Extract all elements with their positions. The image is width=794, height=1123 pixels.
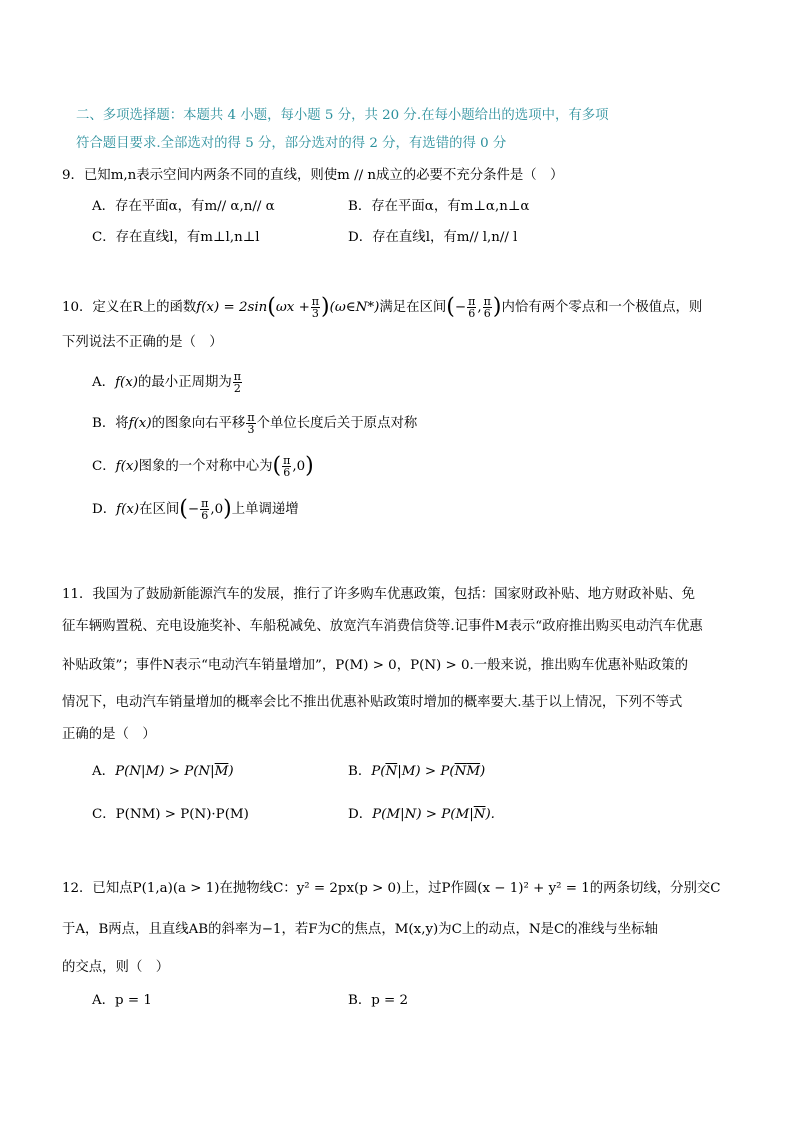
q10-paren-open: ( xyxy=(267,294,276,320)
q10-option-b xyxy=(92,412,417,435)
q10-c-fraction xyxy=(282,455,291,478)
section-heading-line2: 符合题目要求.全部选对的得 5 分，部分选对的得 2 分，有选错的得 0 分 xyxy=(76,136,507,151)
q10-d-label: D． xyxy=(92,502,117,517)
q10-a-func: f(x) xyxy=(115,375,139,390)
q10-d-func: f(x) xyxy=(116,502,140,517)
q10-b-text: 的图象向右平移 xyxy=(151,416,246,431)
q10-arg-num: π xyxy=(311,295,320,308)
q11-line5: 正确的是（ ） xyxy=(62,727,156,742)
q11-a-end: ) xyxy=(228,764,234,779)
q10-arg-den: 3 xyxy=(311,307,319,320)
q10-stem-mid: 满足在区间 xyxy=(379,300,447,315)
q10-c-den: 6 xyxy=(283,466,291,479)
q11-a-label: A． xyxy=(92,764,116,779)
q10-option-d xyxy=(92,498,299,521)
q11-d-label: D． xyxy=(348,807,373,822)
q10-c-func: f(x) xyxy=(115,459,139,474)
q9-option-c: C．存在直线l，有m⊥l,n⊥l xyxy=(92,230,260,245)
q10-a-fraction xyxy=(233,371,242,394)
q11-d-end: ). xyxy=(485,807,495,822)
q11-option-c: C．P(NM) > P(N)·P(M) xyxy=(92,807,249,822)
q10-d-num: π xyxy=(201,497,209,510)
q10-stem-line1: 10．定义在R上的函数f(x) = 2sin(ωx + $\frac{\pi}{3}$ )(ω∈N*)满足在区间(− $\frac{\pi}{6}$ , $\frac{\pi}{6}$ )内恰有两个零点和一个极值点，则 xyxy=(62,294,703,320)
section-heading xyxy=(76,102,736,158)
q11-line2: 征车辆购置税、充电设施奖补、车船税减免、放宽汽车消费信贷等.记事件M表示“政府推出购买电动汽车优惠 xyxy=(62,619,703,634)
q10-c-text: 图象的一个对称中心为 xyxy=(138,459,273,474)
q10-arg: ωx + xyxy=(275,300,310,315)
q11-a-expr: P(N|M) > P(N| xyxy=(115,764,215,779)
q10-c-num: π xyxy=(283,454,291,467)
q10-a-text: 的最小正周期为 xyxy=(138,375,232,390)
q11-line1: 11．我国为了鼓励新能源汽车的发展，推行了许多购车优惠政策，包括：国家财政补贴、地方财政补贴、免 xyxy=(62,587,696,602)
q10-omega-domain: (ω∈N*) xyxy=(329,300,380,315)
q10-d-text: 在区间 xyxy=(139,502,180,517)
q11-line4: 情况下，电动汽车销量增加的概率会比不推出优惠补贴政策时增加的概率要大.基于以上情况，下列不等式 xyxy=(62,695,683,710)
q10-a-num: π xyxy=(233,370,241,383)
q10-a-den: 2 xyxy=(233,382,241,395)
q10-interval-left xyxy=(467,296,476,319)
q10-d-fraction xyxy=(200,498,209,521)
q12-option-a: A．p = 1 xyxy=(92,993,152,1008)
q10-b-den: 3 xyxy=(247,423,255,436)
q10-interval-right xyxy=(483,296,492,319)
q11-b-bar1: $\overline{N}$ xyxy=(385,764,398,779)
q10-b-suffix: 个单位长度后关于原点对称 xyxy=(256,416,418,431)
q10-d-paren-open: ( xyxy=(179,496,188,522)
q11-line3: 补贴政策”；事件N表示“电动汽车销量增加”，P(M) > 0，P(N) > 0.一般来说，推出购车优惠补贴政策的 xyxy=(62,658,689,673)
q9-stem: 9．已知m,n表示空间内两条不同的直线，则使m // n成立的必要不充分条件是（ ） xyxy=(62,168,564,183)
q10-a-label: A． xyxy=(92,375,116,390)
q10-option-c xyxy=(92,455,314,478)
q10-d-den: 6 xyxy=(201,509,209,522)
q10-arg-fraction xyxy=(311,296,320,319)
q10-option-a xyxy=(92,371,243,394)
q11-option-b xyxy=(348,762,485,782)
q10-c-label: C． xyxy=(92,459,116,474)
q11-d-bar: $\overline{N}$ xyxy=(473,807,486,822)
q9-option-d: D．存在直线l，有m// l,n// l xyxy=(348,230,518,245)
q10-d-zero: ,0 xyxy=(210,502,224,517)
q11-b-p1: P( xyxy=(371,764,386,779)
q10-b-num: π xyxy=(247,411,255,424)
q12-option-b: B．p = 2 xyxy=(348,993,409,1008)
q10-function: f(x) = 2sin xyxy=(196,300,268,315)
q10-c-paren-close: ) xyxy=(305,453,314,479)
q10-interval-right-den: 6 xyxy=(483,307,491,320)
q10-c-paren-open: ( xyxy=(272,453,282,479)
q10-stem-suffix: 内恰有两个零点和一个极值点，则 xyxy=(501,300,703,315)
q10-interval-close: ) xyxy=(492,294,502,320)
q10-b-fraction xyxy=(246,412,255,435)
q12-line2: 于A，B两点，且直线AB的斜率为−1，若F为C的焦点，M(x,y)为C上的动点，N是C的准线与坐标轴 xyxy=(62,922,658,937)
q10-d-suffix: 上单调递增 xyxy=(231,502,299,517)
q10-stem-line2: 下列说法不正确的是（ ） xyxy=(62,335,223,350)
q11-b-bar2: $\overline{N}$ xyxy=(454,764,467,779)
q10-c-zero: ,0 xyxy=(292,459,306,474)
q10-b-func: f(x) xyxy=(128,416,152,431)
section-heading-line1: 二、多项选择题：本题共 4 小题，每小题 5 分，共 20 分.在每小题给出的选项中，有多项 xyxy=(76,108,609,123)
q10-interval-left-num: π xyxy=(468,295,476,308)
q12-line1: 12．已知点P(1,a)(a > 1)在抛物线C：y² = 2px(p > 0)上，过P作圆(x − 1)² + y² = 1的两条切线，分别交C xyxy=(62,881,721,896)
q11-d-expr: P(M|N) > P(M| xyxy=(372,807,474,822)
q10-interval-open: ( xyxy=(446,294,455,320)
q10-paren-close: ) xyxy=(321,294,330,320)
q10-d-minus: − xyxy=(187,502,200,517)
q12-line3: 的交点，则（ ） xyxy=(62,960,170,975)
q9-option-b: B．存在平面α，有m⊥α,n⊥α xyxy=(348,199,530,214)
q11-option-d xyxy=(348,805,495,825)
q11-b-bar3: $\overline{M}$ xyxy=(466,764,481,779)
q10-interval-minus: − xyxy=(454,300,467,315)
q11-b-mid: |M) > P( xyxy=(397,764,455,779)
q11-option-a xyxy=(92,762,234,782)
q10-interval-right-num: π xyxy=(483,295,491,308)
q9-option-a: A．存在平面α，有m// α,n// α xyxy=(92,199,275,214)
q10-stem-prefix: 10．定义在R上的函数 xyxy=(62,300,197,315)
q10-b-label: B．将 xyxy=(92,416,129,431)
q11-a-bar: $\overline{M}$ xyxy=(214,764,229,779)
q11-b-end: ) xyxy=(480,764,486,779)
q10-interval-left-den: 6 xyxy=(468,307,476,320)
q10-d-paren-close: ) xyxy=(223,496,232,522)
q11-b-label: B． xyxy=(348,764,372,779)
